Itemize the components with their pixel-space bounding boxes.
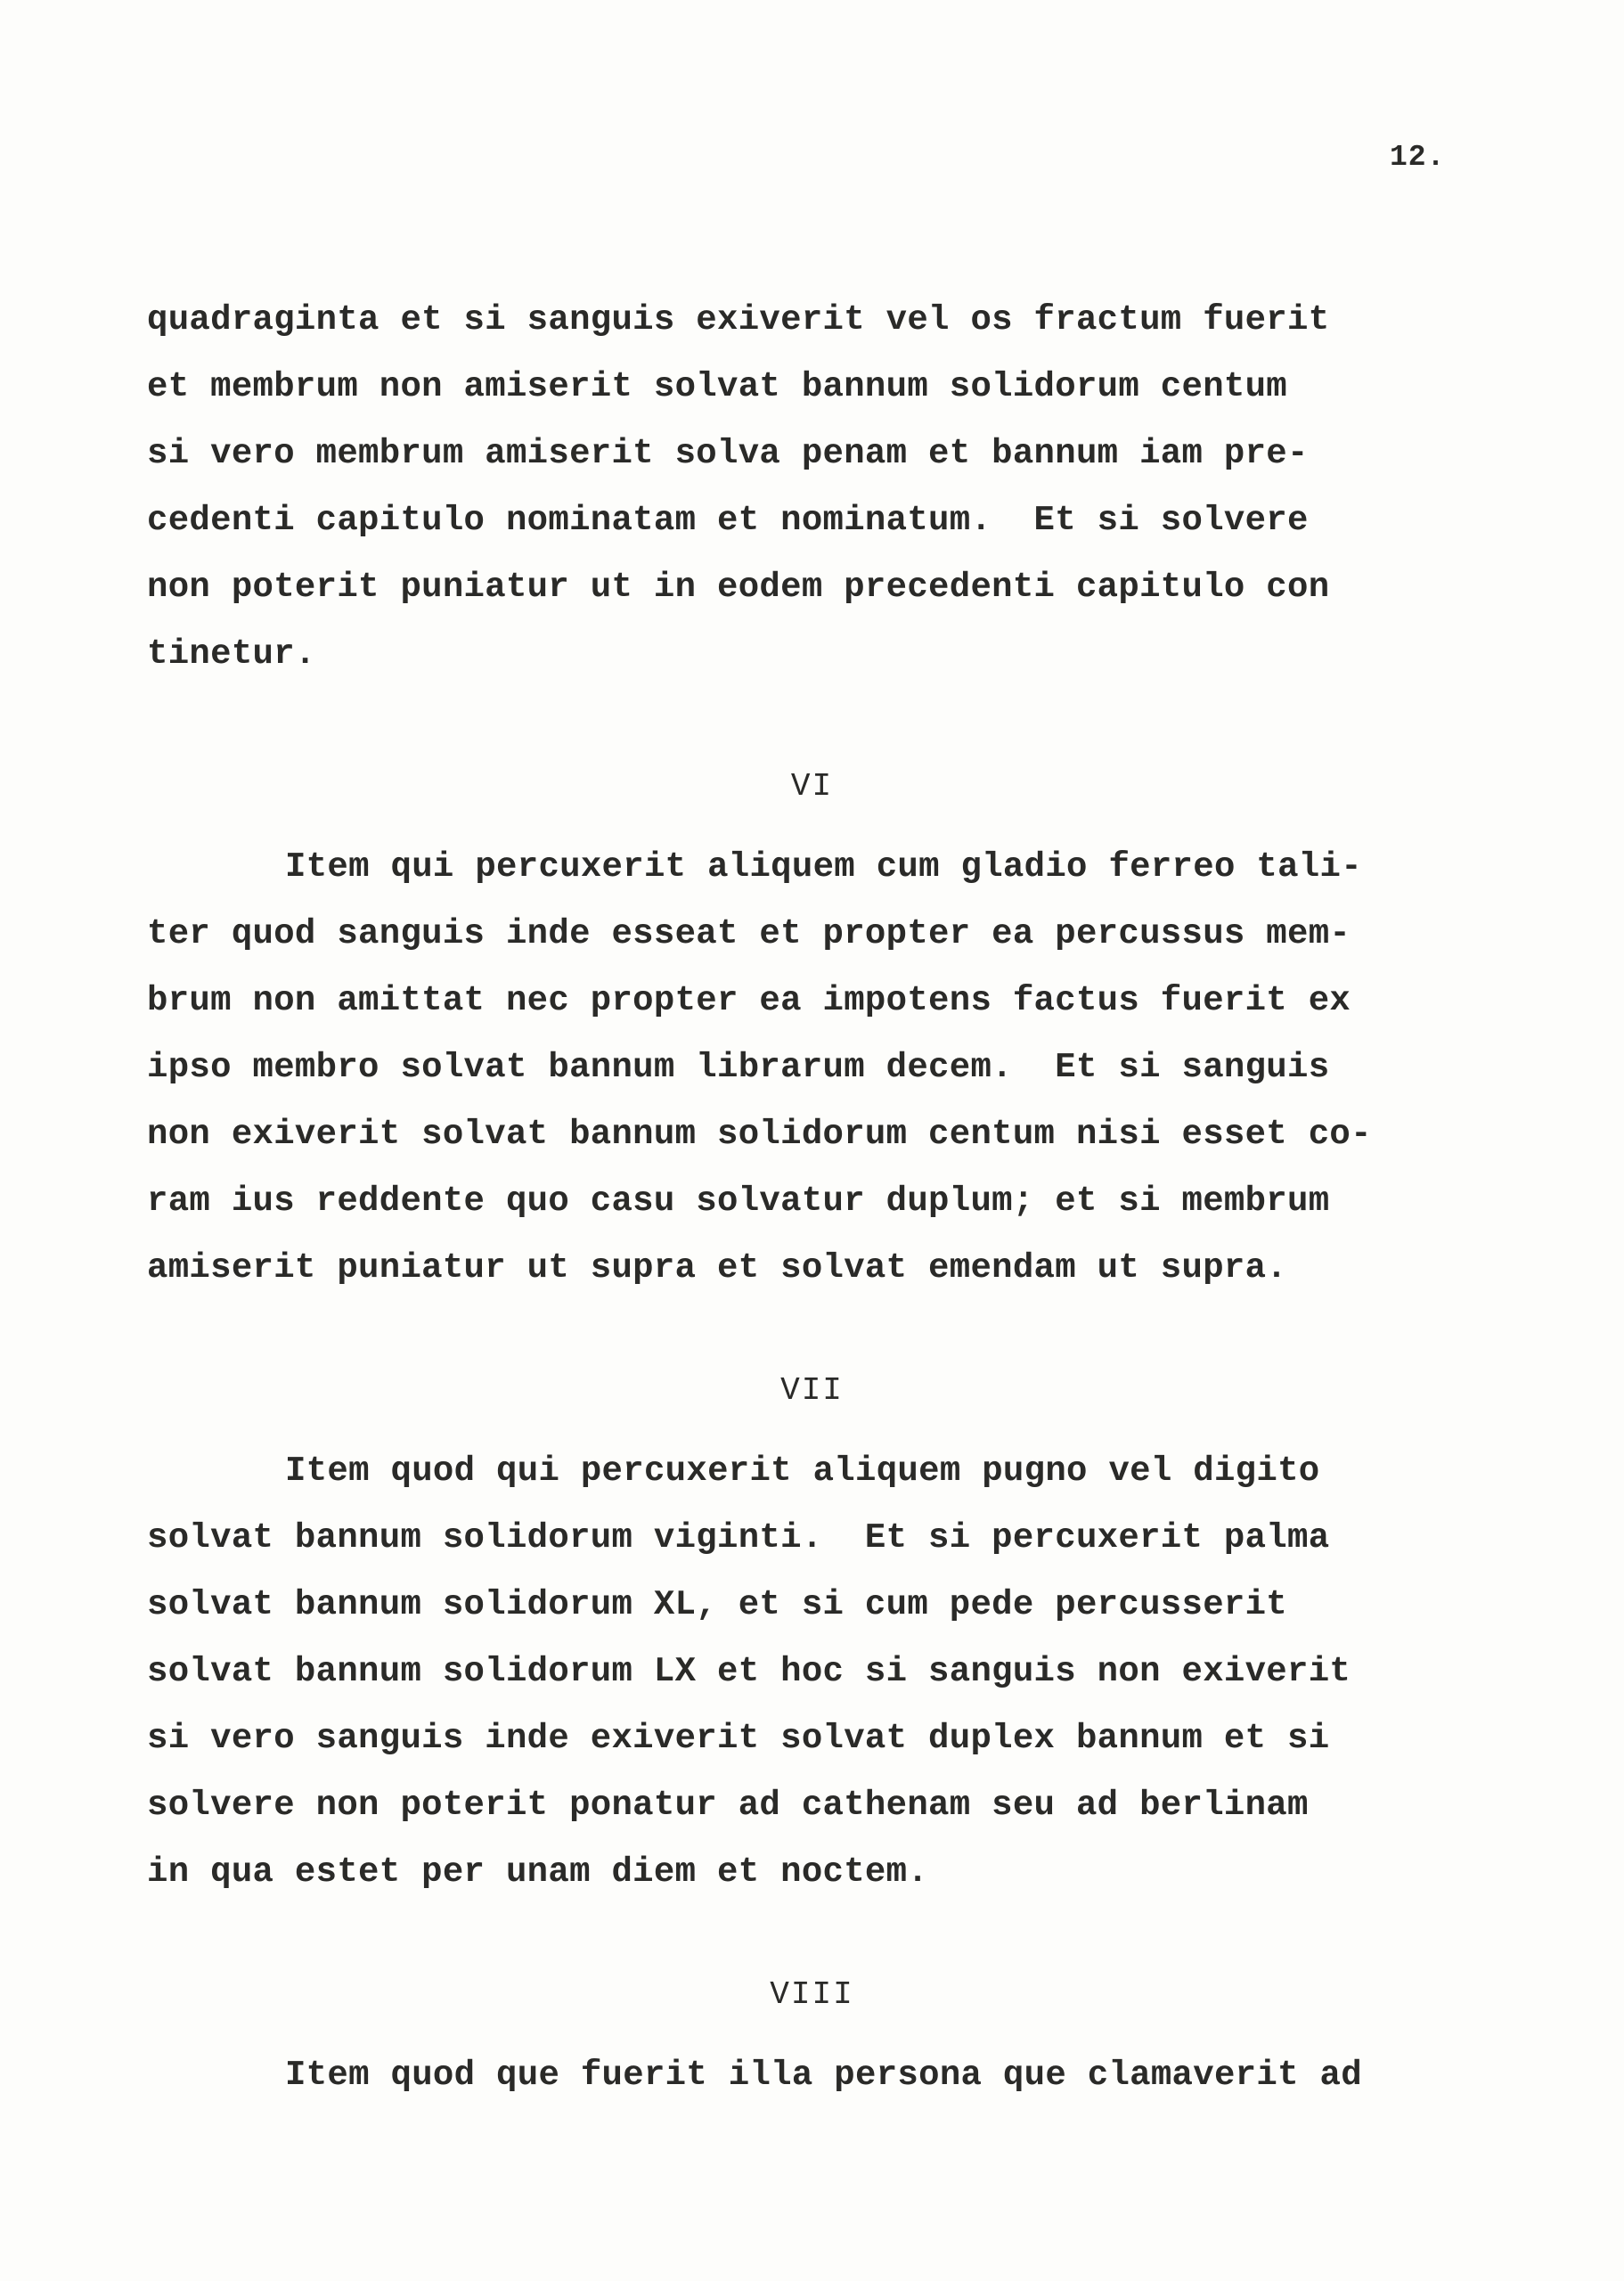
section-vii-paragraph: [147, 1438, 1483, 1906]
text-line: in qua estet per unam diem et noctem.: [147, 1852, 929, 1892]
section-heading-vii: VII: [780, 1372, 844, 1409]
text-line: brum non amittat nec propter ea impotens factus fuerit ex: [147, 981, 1351, 1020]
text-line: ipso membro solvat bannum librarum decem. Et si sanguis: [147, 1048, 1330, 1087]
text-line: non exiverit solvat bannum solidorum centum nisi esset co-: [147, 1115, 1372, 1154]
text-line: solvat bannum solidorum XL, et si cum pede percusserit: [147, 1585, 1288, 1624]
text-line: tinetur.: [147, 634, 316, 674]
page-number: 12.: [1390, 141, 1446, 174]
text-line: si vero sanguis inde exiverit solvat duplex bannum et si: [147, 1719, 1330, 1758]
text-line: non poterit puniatur ut in eodem precedenti capitulo con: [147, 568, 1330, 607]
text-line: Item quod qui percuxerit aliquem pugno vel digito: [285, 1451, 1320, 1491]
text-line: cedenti capitulo nominatam et nominatum. Et si solvere: [147, 501, 1309, 540]
section-vi-paragraph: [147, 834, 1483, 1302]
section-heading-vi: VI: [790, 768, 834, 805]
text-line: Item qui percuxerit aliquem cum gladio ferreo tali-: [285, 847, 1362, 887]
text-line: solvat bannum solidorum viginti. Et si percuxerit palma: [147, 1518, 1330, 1557]
text-line: solvere non poterit ponatur ad cathenam seu ad berlinam: [147, 1786, 1309, 1825]
text-line: et membrum non amiserit solvat bannum solidorum centum: [147, 367, 1288, 406]
text-line: amiserit puniatur ut supra et solvat emendam ut supra.: [147, 1248, 1288, 1288]
text-line: si vero membrum amiserit solva penam et bannum iam pre-: [147, 434, 1309, 473]
text-line: ram ius reddente quo casu solvatur duplum; et si membrum: [147, 1181, 1330, 1221]
continuation-paragraph: [147, 287, 1483, 688]
text-line: quadraginta et si sanguis exiverit vel os fractum fuerit: [147, 300, 1330, 339]
text-line: Item quod que fuerit illa persona que clamaverit ad: [285, 2056, 1362, 2095]
text-line: ter quod sanguis inde esseat et propter ea percussus mem-: [147, 914, 1351, 953]
section-heading-viii: VIII: [770, 1976, 854, 2013]
section-viii-paragraph: [147, 2042, 1483, 2109]
text-line: solvat bannum solidorum LX et hoc si sanguis non exiverit: [147, 1652, 1351, 1691]
